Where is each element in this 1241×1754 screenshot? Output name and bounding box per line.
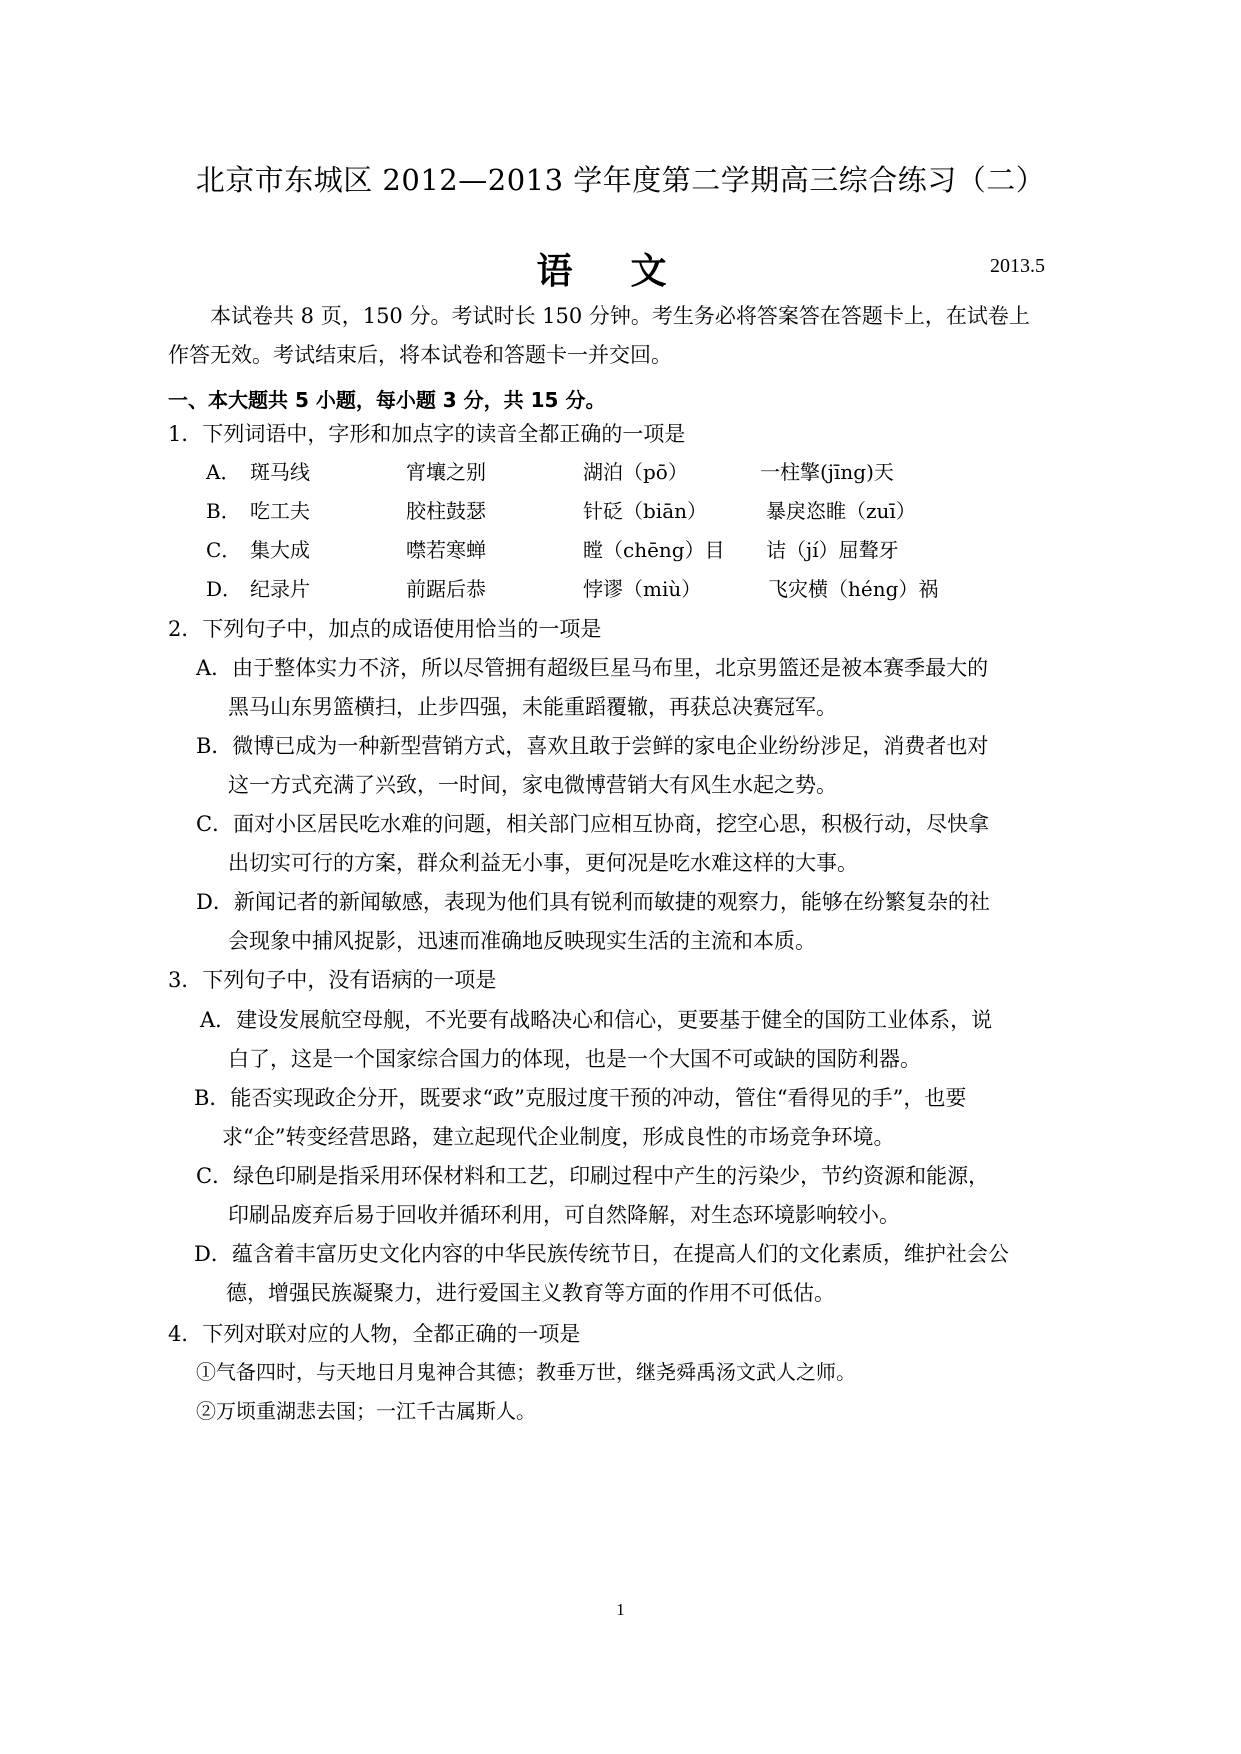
q2-option-a-line-2: 黑马山东男篮横扫，止步四强，未能重蹈覆辙，再获总决赛冠军。 xyxy=(228,695,837,719)
option-cell: 瞠（chēng）目 xyxy=(583,538,725,562)
question-1-stem: 1．下列词语中，字形和加点字的读音全都正确的一项是 xyxy=(168,422,686,446)
question-3-stem: 3．下列句子中，没有语病的一项是 xyxy=(168,968,497,992)
q4-couplet-2: ②万顷重湖悲去国；一江千古属斯人。 xyxy=(196,1399,536,1423)
option-cell: 宵壤之别 xyxy=(406,460,486,484)
instruction-line-2: 作答无效。考试结束后，将本试卷和答题卡一并交回。 xyxy=(168,343,672,367)
option-label: B． xyxy=(206,499,241,523)
q2-option-d-line-1: D．新闻记者的新闻敏感，表现为他们具有锐利而敏捷的观察力，能够在纷繁复杂的社 xyxy=(196,890,990,914)
option-cell: 集大成 xyxy=(250,538,310,562)
option-cell: 斑马线 xyxy=(250,460,310,484)
q2-option-c-line-1: C．面对小区居民吃水难的问题，相关部门应相互协商，挖空心思，积极行动，尽快拿 xyxy=(196,812,990,836)
option-cell: 前踞后恭 xyxy=(406,577,486,601)
q3-option-d-line-1: D．蕴含着丰富历史文化内容的中华民族传统节日，在提高人们的文化素质，维护社会公 xyxy=(194,1242,1009,1266)
option-cell: 吃工夫 xyxy=(250,499,310,523)
option-cell: 纪录片 xyxy=(250,577,310,601)
option-cell: 诘（jí）屈聱牙 xyxy=(766,538,899,562)
option-cell: 飞灾横（héng）祸 xyxy=(768,577,939,601)
option-cell: 湖泊（pō） xyxy=(583,460,688,484)
q2-option-a-line-1: A．由于整体实力不济，所以尽管拥有超级巨星马布里，北京男篮还是被本赛季最大的 xyxy=(196,656,989,680)
subject-title: 语文 xyxy=(536,250,725,292)
option-label: D． xyxy=(206,577,243,601)
option-label: C． xyxy=(206,538,242,562)
q2-option-b-line-1: B．微博已成为一种新型营销方式，喜欢且敢于尝鲜的家电企业纷纷涉足，消费者也对 xyxy=(196,734,989,758)
q3-option-d-line-2: 德，增强民族凝聚力，进行爱国主义教育等方面的作用不可低估。 xyxy=(226,1281,835,1305)
option-cell: 胶柱鼓瑟 xyxy=(406,499,486,523)
option-cell: 悖谬（miù） xyxy=(583,577,702,601)
exam-date: 2013.5 xyxy=(990,255,1045,277)
section-heading: 一、本大题共 5 小题，每小题 3 分，共 15 分。 xyxy=(168,388,606,412)
option-cell: 一柱擎(jīng)天 xyxy=(760,460,894,484)
option-cell: 针砭（biān） xyxy=(583,499,708,523)
q3-option-a-line-1: A．建设发展航空母舰，不光要有战略决心和信心，更要基于健全的国防工业体系，说 xyxy=(200,1008,993,1032)
q3-option-a-line-2: 白了，这是一个国家综合国力的体现，也是一个大国不可或缺的国防利器。 xyxy=(228,1047,921,1071)
q3-option-b-line-2: 求“企”转变经营思路，建立起现代企业制度，形成良性的市场竞争环境。 xyxy=(222,1125,895,1149)
q3-option-c-line-2: 印刷品废弃后易于回收并循环利用，可自然降解，对生态环境影响较小。 xyxy=(228,1203,900,1227)
option-label: A． xyxy=(206,460,241,484)
page-number: 1 xyxy=(616,1600,625,1619)
question-4-stem: 4．下列对联对应的人物，全都正确的一项是 xyxy=(168,1322,581,1346)
q2-option-b-line-2: 这一方式充满了兴致，一时间，家电微博营销大有风生水起之势。 xyxy=(228,773,837,797)
exam-title: 北京市东城区 2012—2013 学年度第二学期高三综合练习（二） xyxy=(195,163,1046,197)
q2-option-c-line-2: 出切实可行的方案，群众利益无小事，更何况是吃水难这样的大事。 xyxy=(228,851,858,875)
instruction-line-1: 本试卷共 8 页，150 分。考试时长 150 分钟。考生务必将答案答在答题卡上，在试卷上 xyxy=(210,304,1030,328)
question-2-stem: 2．下列句子中，加点的成语使用恰当的一项是 xyxy=(168,617,602,641)
q2-option-d-line-2: 会现象中捕风捉影，迅速而准确地反映现实生活的主流和本质。 xyxy=(228,929,816,953)
q4-couplet-1: ①气备四时，与天地日月鬼神合其德；教垂万世，继尧舜禹汤文武人之师。 xyxy=(196,1360,856,1384)
q3-option-b-line-1: B．能否实现政企分开，既要求“政”克服过度干预的冲动，管住“看得见的手”，也要 xyxy=(194,1086,967,1110)
q3-option-c-line-1: C．绿色印刷是指采用环保材料和工艺，印刷过程中产生的污染少，节约资源和能源， xyxy=(196,1164,990,1188)
option-cell: 暴戾恣睢（zuī） xyxy=(766,499,916,523)
option-cell: 噤若寒蝉 xyxy=(406,538,486,562)
